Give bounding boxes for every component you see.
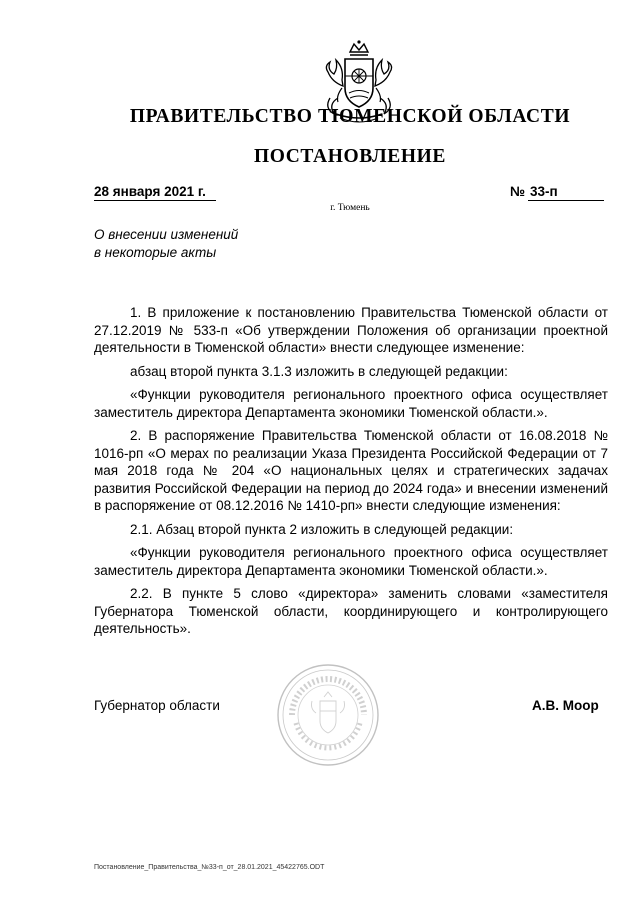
paragraph: 2.2. В пункте 5 слово «директора» заменить словами «заместителя Губернатора Тюменской области, координирующего и контролирующего деятельность». [94,586,608,636]
paragraph: «Функции руководителя регионального проектного офиса осуществляет заместитель директора Департамента экономики Тюменской области.». [94,545,608,578]
subject-line-1: О внесении изменений [94,227,239,242]
signer-name: А.В. Моор [532,698,599,713]
paragraph: 1. В приложение к постановлению Правительства Тюменской области от 27.12.2019 № 533-п «Об утверждении Положения об организации проектной деятельности в Тюменской области» внести следующее изменение: [94,305,608,355]
document-number: 33-п [528,184,604,201]
signer-title: Губернатор области [94,698,220,713]
footer-filename: Постановление_Правительства_№33-п_от_28.01.2021_45422765.ODT [94,864,325,871]
document-type-heading: ПОСТАНОВЛЕНИЕ [253,146,447,167]
document-body [94,304,608,644]
document-date: 28 января 2021 г. [94,184,216,201]
document-number-label: № [510,184,526,199]
paragraph: 2. В распоряжение Правительства Тюменской области от 16.08.2018 № 1016-рп «О мерах по реализации Указа Президента Российской Федерации от 7 мая 2018 года № 204 «О национальных целях и стратегических задачах развития Российской Федерации на период до 2024 года» и внесении изменений в распоряжение от 08.12.2016 № 1410-рп» внести следующие изменения: [94,428,608,513]
official-seal-stamp-icon [276,663,380,767]
document-subject [94,226,314,261]
organization-title: ПРАВИТЕЛЬСТВО ТЮМЕНСКОЙ ОБЛАСТИ [129,106,571,127]
paragraph: абзац второй пункта 3.1.3 изложить в следующей редакции: [130,363,508,379]
paragraph: «Функции руководителя регионального проектного офиса осуществляет заместитель директора Департамента экономики Тюменской области.». [94,387,608,420]
subject-line-2: в некоторые акты [94,244,217,260]
document-city: г. Тюмень [330,203,370,213]
paragraph: 2.1. Абзац второй пункта 2 изложить в следующей редакции: [130,521,514,537]
